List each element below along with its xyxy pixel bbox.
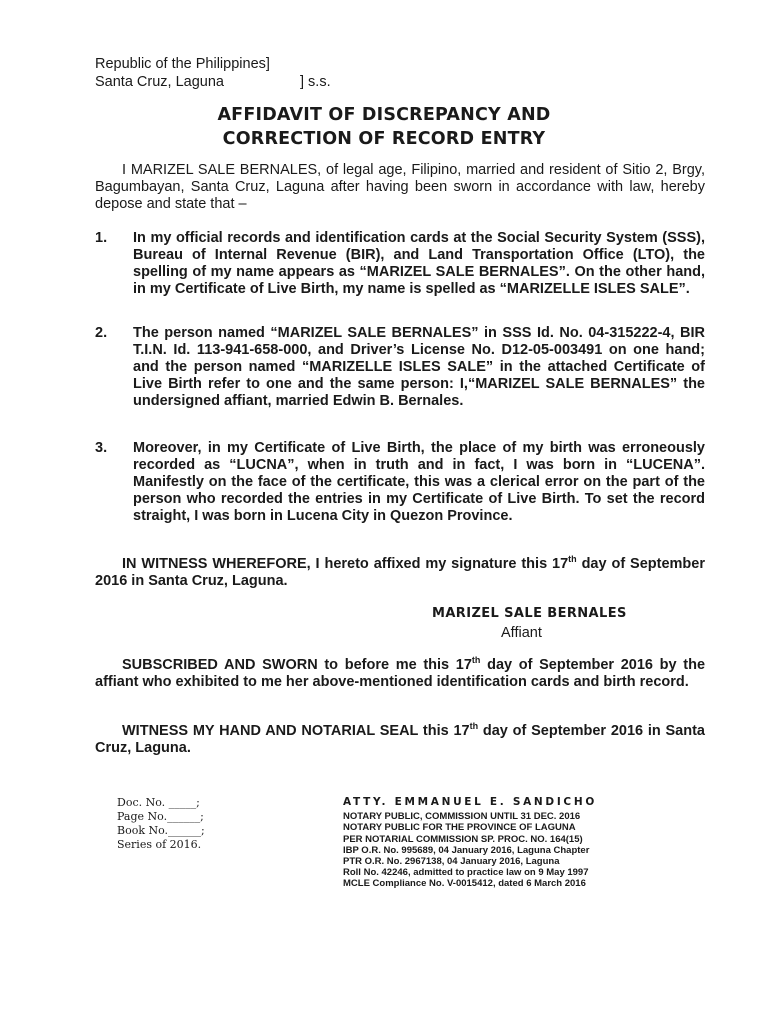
series-year: Series of 2016. [117,838,202,851]
subscribed-paragraph [95,657,705,691]
item-text: The person named “MARIZEL SALE BERNALES” in SSS Id. No. 04-315222-4, BIR T.I.N. Id. 113-941-658-000, and Driver’s License No. D12-05-003491 on one hand; and the person named “MARIZELLE ISLES SALE” in the attached Certificate of Live Birth refer to one and the same person: I,“MARIZEL SALE BERNALES” the undersigned affiant, married Edwin B. Bernales. [133,325,705,409]
item-text: In my official records and identification cards at the Social Security System (SSS), Bureau of Internal Revenue (BIR), and Land Transportation Office (LTO), the spelling of my name appears as “MARIZEL SALE BERNALES”. On the other hand, in my Certificate of Live Birth, my name is spelled as “MARIZELLE ISLES SALE”. [133,230,705,297]
numbered-item-3 [95,440,705,525]
notary-commission: NOTARY PUBLIC, COMMISSION UNTIL 31 DEC. 2016 [343,811,581,823]
venue-heading [95,55,331,91]
subscribed-text-post: day of September 2016 by the affiant who exhibited to me her above-mentioned identification cards and birth record. [95,657,706,690]
doc-reference-block [117,796,205,852]
book-number: Book No.______; [117,824,205,837]
item-number: 2. [95,325,108,341]
venue-ss: ] s.s. [300,74,331,90]
subscribed-ordinal: th [471,655,481,666]
venue-line-santa-cruz [95,73,331,91]
witness-text-pre: IN WITNESS WHEREFORE, I hereto affixed my signature this 17 [122,556,569,572]
doc-number: Doc. No. _____; [117,796,200,809]
affiant-name: MARIZEL SALE BERNALES [432,606,627,621]
numbered-item-1 [95,230,705,298]
notary-proc-number: PER NOTARIAL COMMISSION SP. PROC. NO. 164(15) [343,833,583,845]
seal-text-pre: WITNESS MY HAND AND NOTARIAL SEAL this 17 [122,723,470,739]
witness-paragraph [95,556,705,590]
notary-ibp: IBP O.R. No. 995689, 04 January 2016, Laguna Chapter [343,844,590,856]
item-text: Moreover, in my Certificate of Live Birth, the place of my birth was erroneously recorded as “LUCNA”, when in truth and in fact, I was born in “LUCENA”. Manifestly on the face of the certificate, this was a clerical error on the part of the person who recorded the entries in my Certificate of Live Birth. To set the record straight, I was born in Lucena City in Quezon Province. [133,440,705,524]
intro-paragraph: I MARIZEL SALE BERNALES, of legal age, Filipino, married and resident of Sitio 2, Brgy, Bagumbayan, Santa Cruz, Laguna after having been sworn in accordance with law, hereby depose and state that – [95,162,705,212]
notary-ptr: PTR O.R. No. 2967138, 04 January 2016, Laguna [343,856,560,868]
seal-text-post: day of September 2016 in Santa Cruz, Laguna. [95,723,705,756]
notarial-seal-paragraph [95,723,705,757]
title-line-2: CORRECTION OF RECORD ENTRY [222,129,546,149]
page-number: Page No.______; [117,810,204,823]
affiant-label: Affiant [501,625,542,641]
witness-ordinal: th [568,554,577,565]
seal-ordinal: th [469,721,479,732]
witness-text-post: day of September 2016 in Santa Cruz, Laguna. [95,556,705,589]
venue-place: Santa Cruz, Laguna [95,74,224,90]
numbered-item-2 [95,325,705,410]
title-line-1: AFFIDAVIT OF DISCREPANCY AND [217,105,551,125]
item-number: 1. [95,230,108,246]
item-number: 3. [95,440,108,456]
notary-province: NOTARY PUBLIC FOR THE PROVINCE OF LAGUNA [343,822,576,834]
notary-mcle: MCLE Compliance No. V-0015412, dated 6 March 2016 [343,878,586,890]
subscribed-text-pre: SUBSCRIBED AND SWORN to before me this 17 [122,657,472,673]
venue-line-republic: Republic of the Philippines] [95,56,270,72]
notary-name: ATTY. EMMANUEL E. SANDICHO [343,796,597,808]
notary-roll: Roll No. 42246, admitted to practice law on 9 May 1997 [343,867,589,879]
document-title [0,103,768,151]
notary-block [343,797,597,890]
